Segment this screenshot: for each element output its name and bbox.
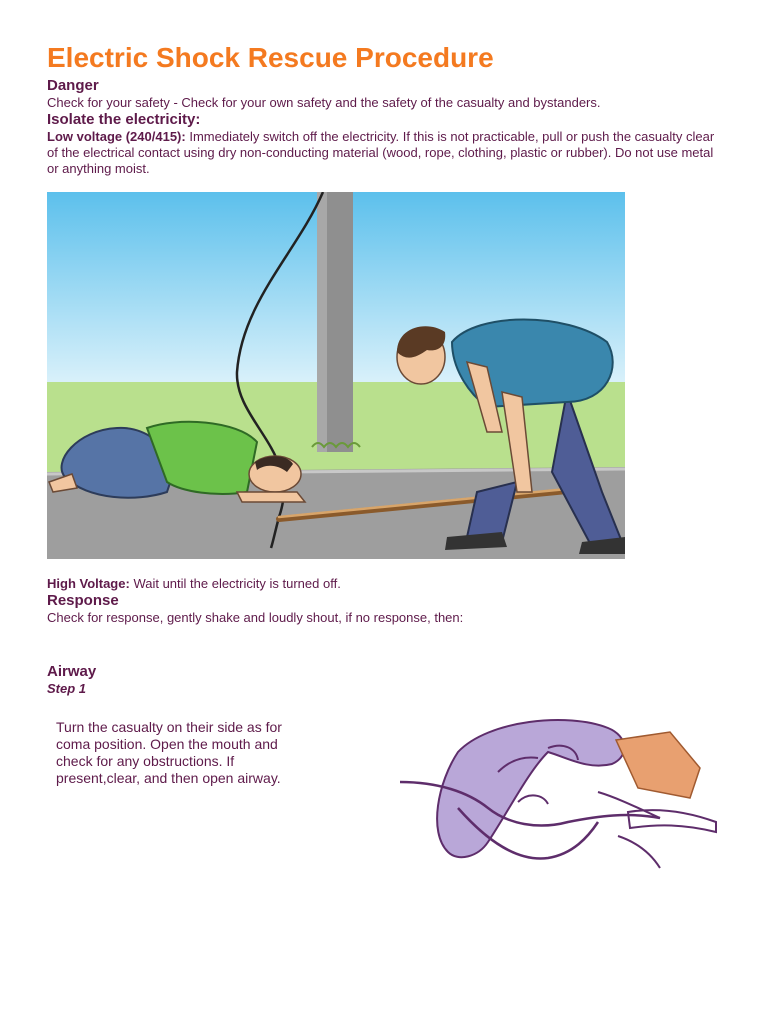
hands-tilting-head-icon <box>398 712 720 870</box>
page-title: Electric Shock Rescue Procedure <box>47 42 494 73</box>
airway-text: Turn the casualty on their side as for coma position. Open the mouth and check for any obstructions. If present,clear, and then open airway. <box>56 719 282 786</box>
airway-heading: Airway <box>47 663 97 680</box>
high-voltage-text: Wait until the electricity is turned off. <box>133 576 341 591</box>
high-voltage-paragraph <box>47 576 747 592</box>
isolate-heading: Isolate the electricity: <box>47 111 201 128</box>
low-voltage-text: Immediately switch off the electricity. If this is not practicable, pull or push the casualty clear of the electrical contact using dry non-conducting material (wood, rope, clothing, plastic or rubber). Do not use metal or anything moist. <box>47 129 715 176</box>
danger-text: Check for your safety - Check for your own safety and the safety of the casualty and bystanders. <box>47 95 601 110</box>
danger-heading: Danger <box>47 77 99 94</box>
low-voltage-paragraph <box>47 129 727 177</box>
high-voltage-label: High Voltage: <box>47 576 130 591</box>
low-voltage-label: Low voltage (240/415): <box>47 129 186 144</box>
response-heading: Response <box>47 592 119 609</box>
rescuer-pushing-casualty-from-wire-icon <box>47 192 625 559</box>
response-text: Check for response, gently shake and loudly shout, if no response, then: <box>47 610 464 625</box>
step-label: Step 1 <box>47 681 87 696</box>
